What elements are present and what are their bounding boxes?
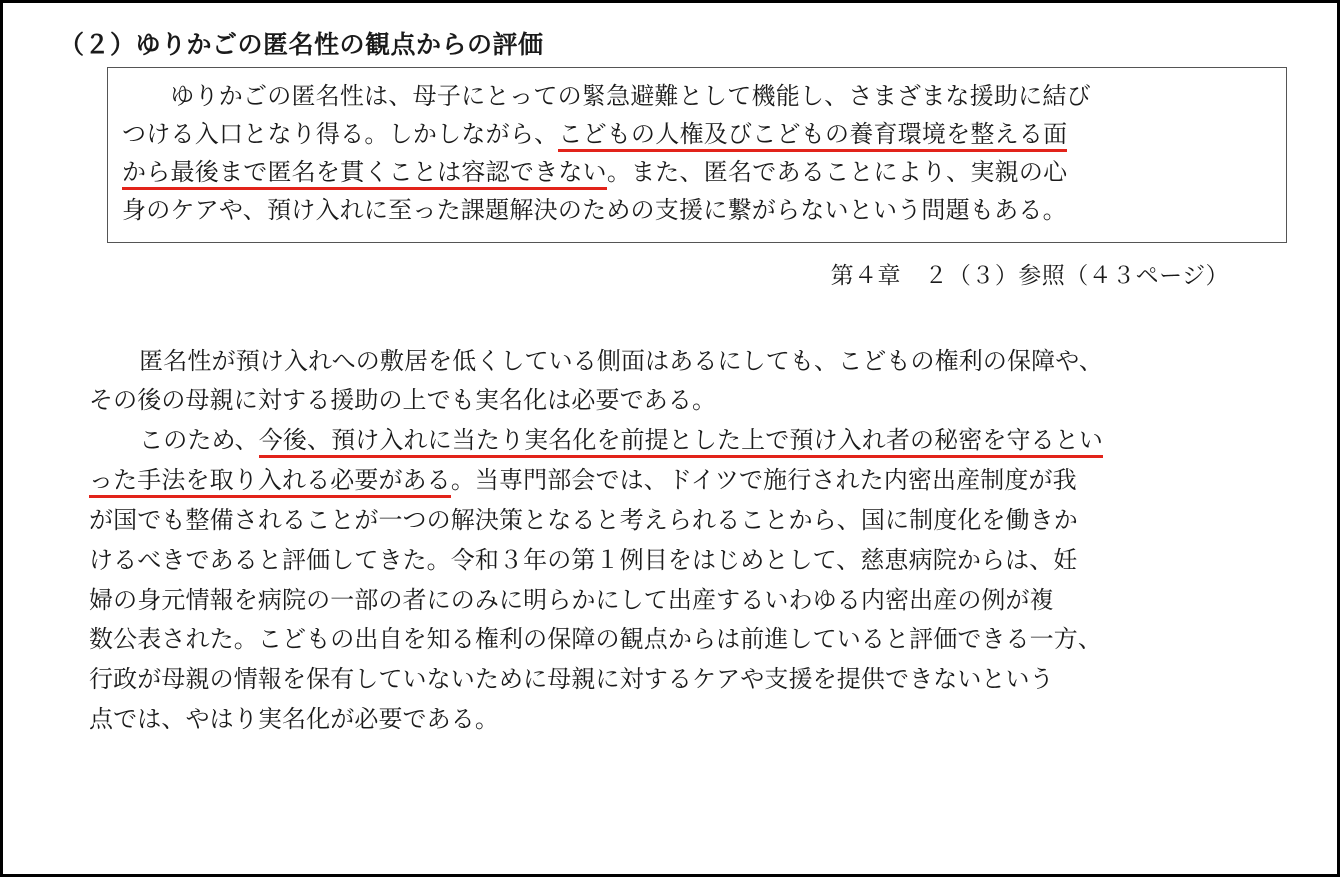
quote-segment: つける入口となり得る。しかしながら、 bbox=[122, 119, 559, 148]
body-segment: けるべきであると評価してきた。令和３年の第１例目をはじめとして、慈恵病院からは、妊 bbox=[89, 545, 1078, 574]
body-segment: このため、 bbox=[115, 426, 259, 455]
body-line bbox=[89, 581, 1289, 621]
page-content bbox=[3, 3, 1337, 874]
body-line bbox=[89, 421, 1289, 461]
quote-segment: 身のケアや、預け入れに至った課題解決のための支援に繋がらないという問題もある。 bbox=[122, 195, 1067, 224]
body-segment-highlighted: った手法を取り入れる必要がある bbox=[89, 466, 451, 498]
quote-line bbox=[122, 78, 1272, 116]
body-segment: 行政が母親の情報を保有していないために母親に対するケアや支援を提供できないという bbox=[89, 665, 1054, 694]
quote-segment-highlighted: から最後まで匿名を貫くことは容認できない bbox=[122, 158, 607, 190]
body-segment: が国でも整備されることが一つの解決策となると考えられることから、国に制度化を働きか bbox=[89, 505, 1078, 534]
section-heading: （２）ゆりかごの匿名性の観点からの評価 bbox=[59, 30, 544, 59]
cross-reference: 第４章 ２（３）参照（４３ページ） bbox=[830, 262, 1229, 289]
quote-segment-highlighted: こどもの人権及びこどもの養育環境を整える面 bbox=[558, 120, 1067, 152]
quote-line bbox=[122, 154, 1272, 192]
body-segment: 婦の身元情報を病院の一部の者にのみに明らかにして出産するいわゆる内密出産の例が複 bbox=[89, 585, 1054, 614]
quote-line bbox=[122, 192, 1272, 230]
body-text bbox=[89, 342, 1289, 740]
body-segment: 数公表された。こどもの出自を知る権利の保障の観点からは前進していると評価できる一方、 bbox=[89, 625, 1103, 654]
body-segment: 点では、やはり実名化が必要である。 bbox=[89, 705, 500, 734]
quote-segment: 。また、匿名であることにより、実親の心 bbox=[606, 157, 1068, 186]
body-line bbox=[89, 700, 1289, 740]
quote-line bbox=[122, 116, 1272, 154]
quote-segment: ゆりかごの匿名性は、母子にとっての緊急避難として機能し、さまざまな援助に結び bbox=[146, 82, 1091, 110]
body-segment-highlighted: 今後、預け入れに当たり実名化を前提とした上で預け入れ者の秘密を守るとい bbox=[259, 426, 1103, 458]
body-line bbox=[89, 501, 1289, 541]
body-line bbox=[89, 381, 1289, 421]
body-segment: その後の母親に対する援助の上でも実名化は必要である。 bbox=[89, 386, 717, 415]
body-segment: 匿名性が預け入れへの敷居を低くしている側面はあるにしても、こどもの権利の保障や、 bbox=[115, 346, 1103, 375]
body-line bbox=[89, 342, 1289, 382]
body-line bbox=[89, 541, 1289, 581]
quote-box bbox=[107, 67, 1287, 243]
body-line bbox=[89, 461, 1289, 501]
body-line bbox=[89, 660, 1289, 700]
body-segment: 。当専門部会では、ドイツで施行された内密出産制度が我 bbox=[450, 466, 1077, 495]
body-line bbox=[89, 620, 1289, 660]
